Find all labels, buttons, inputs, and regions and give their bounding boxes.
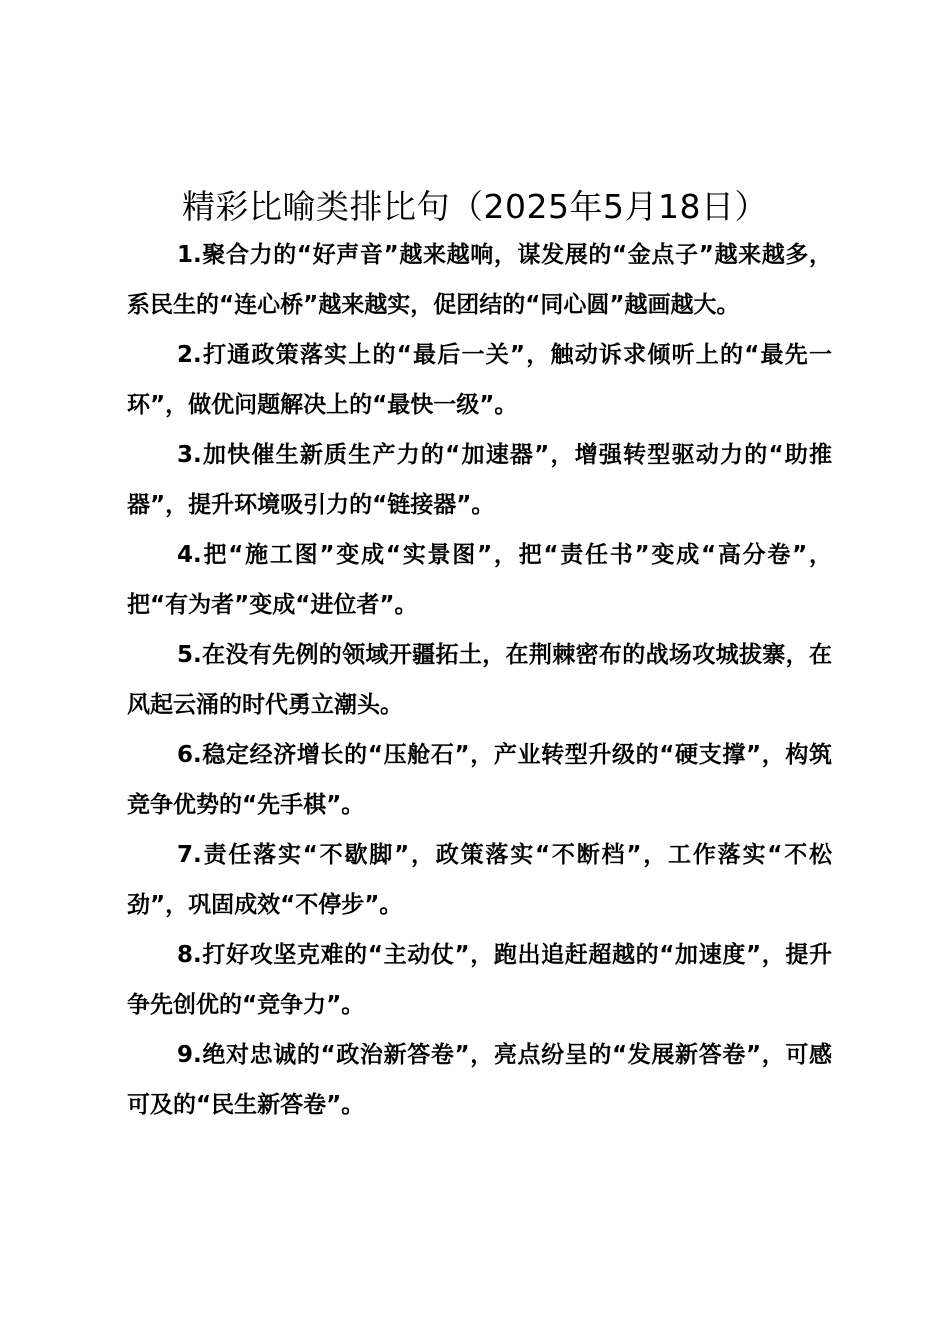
paragraph-4: 4.把“施工图”变成“实景图”，把“责任书”变成“高分卷”，把“有为者”变成“进位者”。 [127, 542, 832, 618]
document-body [127, 230, 832, 1130]
paragraph-6: 6.稳定经济增长的“压舱石”，产业转型升级的“硬支撑”，构筑竞争优势的“先手棋”。 [127, 742, 832, 818]
paragraph-1: 1.聚合力的“好声音”越来越响，谋发展的“金点子”越来越多，系民生的“连心桥”越来越实，促团结的“同心圆”越画越大。 [127, 242, 832, 318]
paragraph-8: 8.打好攻坚克难的“主动仗”，跑出追赶超越的“加速度”，提升争先创优的“竞争力”。 [127, 942, 832, 1018]
paragraph-2: 2.打通政策落实上的“最后一关”，触动诉求倾听上的“最先一环”，做优问题解决上的“最快一级”。 [127, 342, 832, 418]
paragraph-9: 9.绝对忠诚的“政治新答卷”，亮点纷呈的“发展新答卷”，可感可及的“民生新答卷”。 [127, 1042, 832, 1118]
paragraph-3: 3.加快催生新质生产力的“加速器”，增强转型驱动力的“助推器”，提升环境吸引力的“链接器”。 [127, 442, 832, 518]
paragraph-7: 7.责任落实“不歇脚”，政策落实“不断档”，工作落实“不松劲”，巩固成效“不停步”。 [127, 842, 832, 918]
document-title: 精彩比喻类排比句（2025年5月18日） [182, 187, 768, 226]
paragraph-5: 5.在没有先例的领域开疆拓土，在荆棘密布的战场攻城拔寨，在风起云涌的时代勇立潮头。 [127, 642, 832, 718]
